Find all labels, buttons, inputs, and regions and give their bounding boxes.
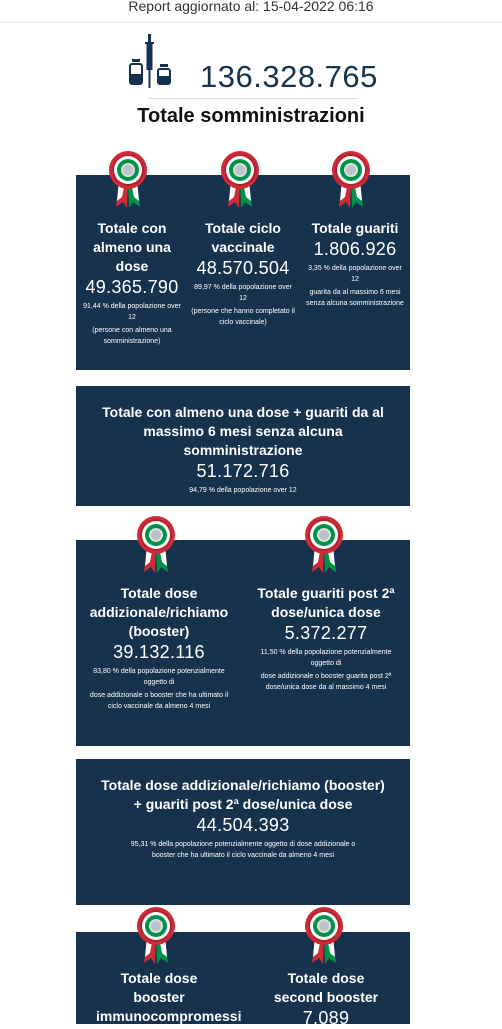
stat-first-dose <box>82 219 182 347</box>
stat-recovered-post-second-dose <box>252 584 400 693</box>
stat-note: (persone con almeno una somministrazione) <box>92 327 172 345</box>
total-administrations-label: Totale somministrazioni <box>137 105 365 127</box>
stat-booster-plus-recovered <box>98 776 388 861</box>
italian-cockade-icon <box>331 151 371 209</box>
stat-full-cycle <box>190 219 296 328</box>
report-updated-text: Report aggiornato al: 15-04-2022 06:16 <box>128 0 374 14</box>
stat-title: Totale guariti post 2ª dose/unica dose <box>257 585 395 620</box>
header-divider <box>0 22 502 23</box>
stat-note: (persone che hanno completato il ciclo vaccinale) <box>191 308 295 326</box>
panel-immuno-second-booster <box>76 932 410 1028</box>
stat-title: Totale con almeno una dose + guariti da al massimo 6 mesi senza alcuna somministrazione <box>102 404 384 458</box>
stat-note: guarita da al massimo 6 mesi senza alcuna somministrazione <box>306 289 404 307</box>
stat-percentage: 83,80 % della popolazione potenzialmente oggetto di <box>93 668 225 686</box>
italian-cockade-icon <box>136 907 176 965</box>
stat-percentage: 3,35 % della popolazione over 12 <box>308 265 402 283</box>
stat-value: 48.570.504 <box>196 258 290 278</box>
stat-dose-plus-recovered <box>96 403 390 496</box>
stat-value: 49.365.790 <box>85 277 179 297</box>
total-administrations-value: 136.328.765 <box>200 59 378 94</box>
italian-cockade-icon <box>220 151 260 209</box>
stat-percentage: 95,31 % della popolazione potenzialmente oggetto di dose addizionale o booster che ha ultimato il ciclo vaccinale da almeno 4 mesi <box>130 841 356 859</box>
panel-booster-plus-recovered <box>76 759 410 905</box>
stat-title: Totale dose booster immunocompromessi <box>96 970 242 1024</box>
stat-value: 44.504.393 <box>196 815 290 835</box>
stat-value: 51.172.716 <box>196 461 290 481</box>
stat-second-booster <box>266 969 386 1029</box>
stat-booster-immunocompromised <box>96 969 242 1026</box>
stat-percentage: 94,79 % della popolazione over 12 <box>189 487 297 494</box>
italian-cockade-icon <box>304 907 344 965</box>
stat-title: Totale dose addizionale/richiamo (booster) <box>89 585 229 639</box>
italian-cockade-icon <box>136 516 176 574</box>
stat-value: 39.132.116 <box>113 642 205 662</box>
stat-note: dose addizionale o booster che ha ultimato il ciclo vaccinale da almeno 4 mesi <box>89 692 229 710</box>
stat-value: 7.089 <box>302 1008 350 1028</box>
title-divider <box>148 98 358 99</box>
stat-booster <box>88 584 230 712</box>
stat-title: Totale guariti <box>311 220 399 236</box>
stat-recovered <box>306 219 404 309</box>
italian-cockade-icon <box>108 151 148 209</box>
panel-dose-plus-recovered <box>76 386 410 506</box>
stat-value: 1.806.926 <box>313 239 397 259</box>
stat-percentage: 11,50 % della popolazione potenzialmente oggetto di <box>260 649 392 667</box>
stat-title: Totale ciclo vaccinale <box>205 220 281 255</box>
stat-title: Totale con almeno una dose <box>93 220 171 274</box>
panel-booster <box>76 540 410 746</box>
stat-value: 5.372.277 <box>284 623 368 643</box>
stat-title: Totale dose addizionale/richiamo (booster) + guariti post 2ª dose/unica dose <box>101 777 385 812</box>
italian-cockade-icon <box>304 516 344 574</box>
stat-title: Totale dose second booster <box>273 970 379 1005</box>
syringe-vials-icon <box>128 34 174 88</box>
stat-percentage: 89,97 % della popolazione over 12 <box>194 284 292 302</box>
stat-note: dose addizionale o booster guarita post 2ª dose/unica dose da al massimo 4 mesi <box>260 673 392 691</box>
stat-percentage: 91,44 % della popolazione over 12 <box>83 303 181 321</box>
